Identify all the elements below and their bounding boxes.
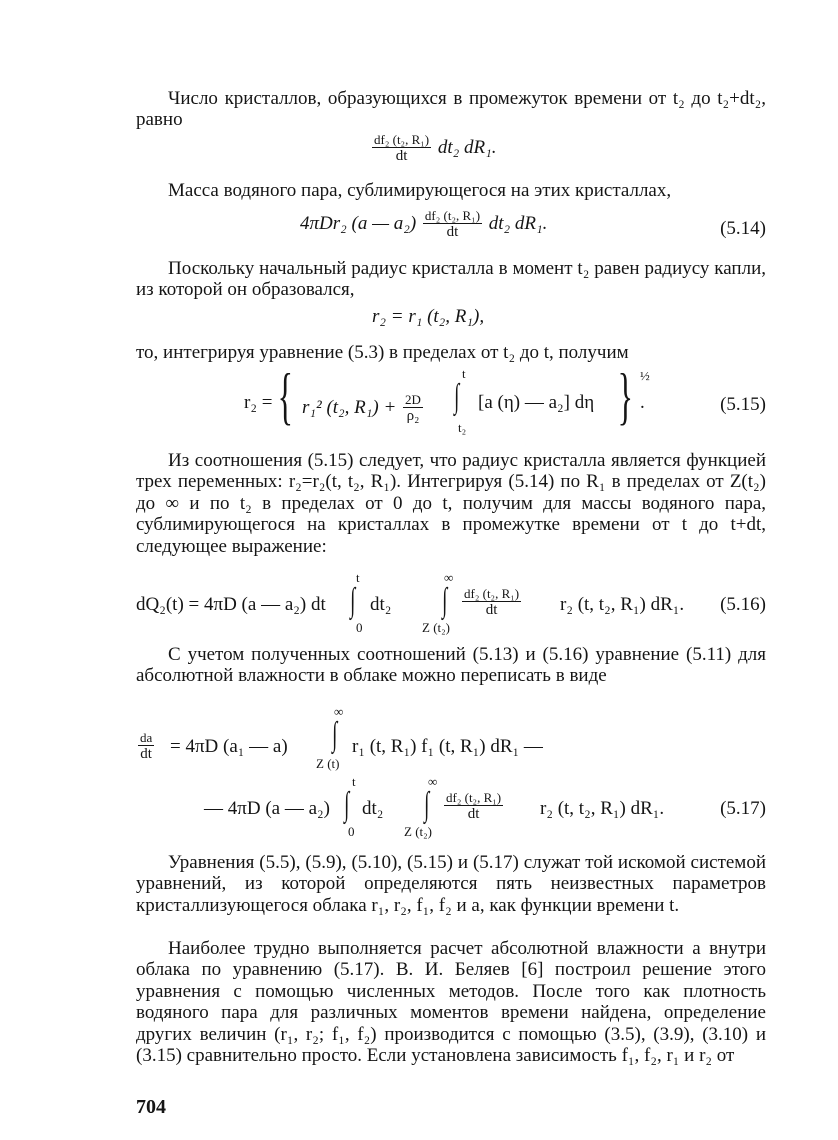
integral-sign: ∫: [344, 786, 350, 823]
differential: dt₂: [370, 594, 392, 615]
fraction: [372, 132, 431, 165]
integral-upper-limit: t: [462, 366, 466, 381]
integral-sign: ∫: [332, 716, 338, 753]
equation-r2-text: r₂ = r₁ (t₂, R₁),: [372, 306, 485, 327]
integral-upper-limit: t: [356, 570, 360, 585]
paragraph-8-text: Наиболее трудно выполняется расчет абсолютной влажности a внутри облака по уравнению (5.17). В. И. Беляев [6] построил решение этого уравнения с помощью численных методов. После того как плотность водяного пара для различных моментов времени найдена, определение других величин (r₁, r₂; f₁, f₂) производится с помощью (3.5), (3.9), (3.10) и (3.15) сравнительно просто. Если установлена зависимость f₁, f₂, r₁ и r₂ от: [136, 938, 766, 1067]
equation-number-5-15: (5.15): [720, 394, 766, 415]
integrand: [a (η) — a₂] dη: [478, 392, 595, 413]
fraction-numerator: da: [140, 730, 153, 745]
integral-lower-limit: Z (t₂): [422, 620, 450, 635]
fraction-denominator: dt: [395, 148, 408, 164]
integral-lower-limit: Z (t): [316, 756, 340, 771]
fraction: [444, 790, 503, 823]
equation-line-2-start: — 4πD (a — a₂): [204, 798, 330, 819]
integral-sign: ∫: [424, 786, 430, 823]
paragraph-7: [136, 852, 766, 916]
paragraph-7-text: Уравнения (5.5), (5.9), (5.10), (5.15) и (5.17) служат той искомой системой уравнений, из которой определяются пять неизвестных параметров кристаллизующегося облака r₁, r₂, f₁, f₂ и a, как функции времени t.: [136, 852, 766, 916]
fraction-numerator: df₂ (t₂, R₁): [464, 586, 520, 601]
right-brace: }: [617, 360, 634, 431]
equation-body: [302, 392, 425, 425]
paragraph-5-text: Из соотношения (5.15) следует, что радиус кристалла является функцией трех переменных: r₂=r₂(t, t₂, R₁). Интегрируя (5.14) по R₁ в пределах от Z(t₂) до ∞ и по t₂ в пределах от 0 до t, получим для массы водяного пара, сублимирующегося на кристаллах в промежутке времени от t до t+dt, следующее выражение:: [136, 450, 766, 557]
paragraph-5: [136, 450, 766, 557]
fraction-denominator: ρ₂: [406, 408, 420, 424]
exponent: ½: [640, 368, 650, 383]
fraction-group: [442, 790, 505, 823]
fraction: [462, 586, 521, 619]
paragraph-4: [136, 342, 766, 363]
integral-sign: ∫: [442, 582, 448, 619]
page-number: 704: [136, 1096, 166, 1118]
fraction-group: [460, 586, 523, 619]
fraction-group: [136, 730, 156, 763]
integral-upper-limit: ∞: [428, 774, 438, 789]
equation-tail: dt₂ dR₁.: [437, 136, 497, 158]
integral-lower-limit: t₂: [458, 420, 467, 435]
equation-lhs: 4πDr₂ (a — a₂): [300, 212, 417, 234]
equation-end: .: [640, 392, 645, 413]
fraction-denominator: dt: [140, 746, 152, 762]
fraction-numerator: df₂ (t₂, R₁): [446, 790, 502, 805]
fraction-numerator: df₂ (t₂, R₁): [424, 208, 481, 223]
equation-lhs: r₂ =: [244, 392, 273, 413]
integral-upper-limit: t: [352, 774, 356, 789]
equation-line-2-tail: r₂ (t, t₂, R₁) dR₁.: [540, 798, 665, 819]
equation-number-5-14: (5.14): [720, 218, 766, 239]
equation-tail: r₂ (t, t₂, R₁) dR₁.: [560, 594, 685, 615]
integral-sign: ∫: [454, 378, 460, 415]
equation-number-5-16: (5.16): [720, 594, 766, 615]
paragraph-2: [136, 180, 766, 201]
equation-r2: [372, 306, 484, 328]
fraction-numerator: df₂ (t₂, R₁): [374, 132, 430, 147]
equation-line-1-start: = 4πD (a₁ — a): [170, 736, 288, 757]
equation-5-14: [300, 208, 547, 241]
differential: dt₂: [362, 798, 384, 819]
left-brace: {: [277, 360, 294, 431]
equation-line-1-tail: r₁ (t, R₁) f₁ (t, R₁) dR₁ —: [352, 736, 543, 757]
fraction-denominator: dt: [446, 224, 459, 240]
equation-unnumbered-a: [370, 132, 496, 165]
equation-number-5-17: (5.17): [720, 798, 766, 819]
paragraph-3-text: Поскольку начальный радиус кристалла в момент t₂ равен радиусу капли, из которой он образовался,: [136, 258, 766, 301]
fraction-denominator: dt: [485, 602, 498, 618]
fraction-numerator: 2D: [405, 392, 421, 407]
integral-lower-limit: 0: [356, 620, 363, 635]
paragraph-1: [136, 88, 766, 131]
fraction: [423, 208, 482, 241]
paragraph-6: [136, 644, 766, 687]
paragraph-2-text: Масса водяного пара, сублимирующегося на этих кристаллах,: [168, 180, 672, 201]
equation-tail: dt₂ dR₁.: [488, 212, 548, 234]
integral-upper-limit: ∞: [444, 570, 454, 585]
equation-term: r₁² (t₂, R₁) +: [302, 396, 397, 418]
paragraph-8: [136, 938, 766, 1066]
paragraph-3: [136, 258, 766, 301]
fraction: [403, 392, 423, 425]
paragraph-1-text: Число кристаллов, образующихся в промежуток времени от t₂ до t₂+dt₂, равно: [136, 88, 766, 131]
integral-lower-limit: 0: [348, 824, 355, 839]
integral-lower-limit: Z (t₂): [404, 824, 432, 839]
integral-upper-limit: ∞: [334, 704, 344, 719]
paragraph-4-text: то, интегрируя уравнение (5.3) в пределах от t₂ до t, получим: [136, 342, 629, 363]
fraction: [138, 730, 154, 763]
fraction-denominator: dt: [467, 806, 480, 822]
paragraph-6-text: С учетом полученных соотношений (5.13) и (5.16) уравнение (5.11) для абсолютной влажности в облаке можно переписать в виде: [136, 644, 766, 687]
integral-sign: ∫: [350, 582, 356, 619]
equation-lhs: dQ₂(t) = 4πD (a — a₂) dt: [136, 594, 326, 615]
